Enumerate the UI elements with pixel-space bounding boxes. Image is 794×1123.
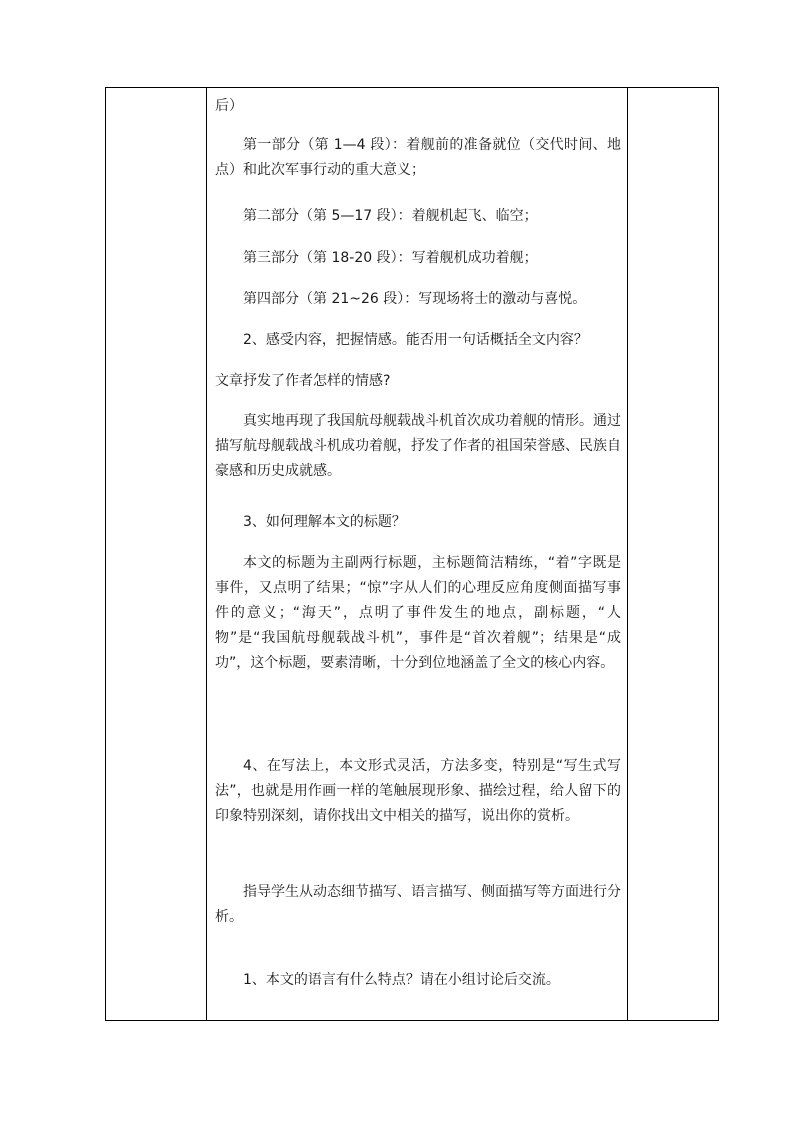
part-one: 第一部分（第 1—4 段）：着舰前的准备就位（交代时间、地点）和此次军事行动的重大意义； (215, 137, 621, 178)
lesson-table (105, 87, 719, 1021)
part-two: 第二部分（第 5—17 段）：着舰机起飞、临空； (243, 208, 538, 224)
part-four: 第四部分（第 21~26 段）：写现场将士的激动与喜悦。 (243, 291, 587, 307)
continued-text: 后） (215, 98, 243, 114)
question-three: 3、如何理解本文的标题？ (243, 514, 406, 530)
column-divider-right (627, 88, 628, 1020)
answer-two: 真实地再现了我国航母舰载战斗机首次成功着舰的情形。通过描写航母舰载战斗机成功着舰，抒发了作者的祖国荣誉感、民族自豪感和历史成就感。 (215, 413, 621, 479)
question-four: 4、在写法上，本文形式灵活，方法多变，特别是“写生式写法”，也就是用作画一样的笔触展现形象、描绘过程，给人留下的印象特别深刻，请你找出文中相关的描写，说出你的赏析。 (215, 758, 621, 824)
column-divider-left (206, 88, 207, 1020)
part-three: 第三部分（第 18-20 段）：写着舰机成功着舰； (243, 250, 538, 266)
answer-four: 指导学生从动态细节描写、语言描写、侧面描写等方面进行分析。 (215, 884, 621, 925)
question-two-continued: 文章抒发了作者怎样的情感? (215, 373, 391, 389)
answer-three: 本文的标题为主副两行标题，主标题简洁精练，“着”字既是事件，又点明了结果；“惊”字从人们的心理反应角度侧面描写事件的意义；“海天”，点明了事件发生的地点，副标题，“人物”是“我国航母舰载战斗机”，事件是“首次着舰”；结果是“成功”，这个标题，要素清晰，十分到位地涵盖了全文的核心内容。 (215, 555, 621, 671)
question-language: 1、本文的语言有什么特点？请在小组讨论后交流。 (243, 972, 560, 988)
question-two: 2、感受内容，把握情感。能否用一句话概括全文内容？ (243, 332, 588, 348)
